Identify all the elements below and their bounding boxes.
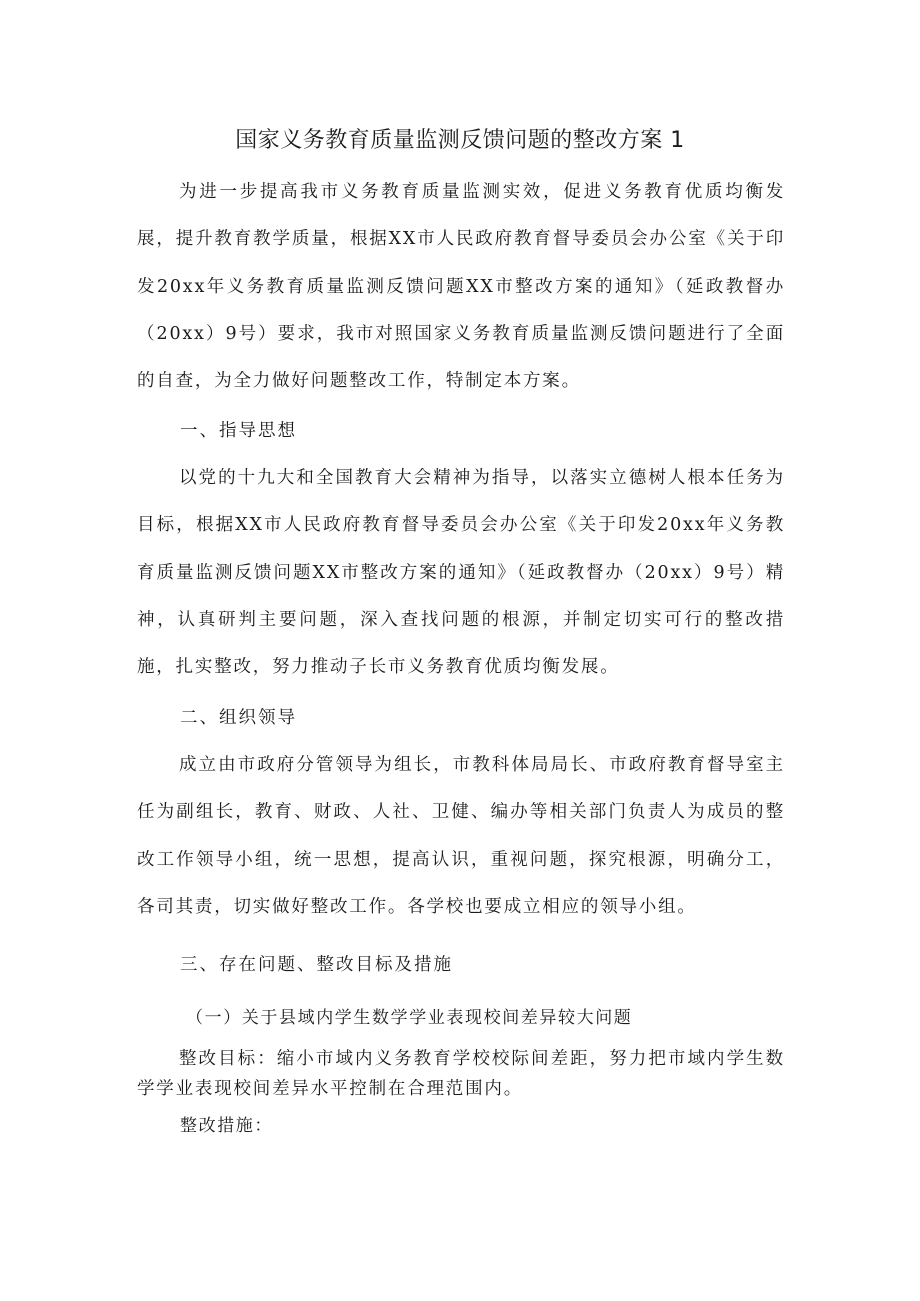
subsection-heading-math-gap: （一）关于县域内学生数学学业表现校间差异较大问题 [186,1008,633,1028]
section-heading-organization: 二、组织领导 [180,708,297,728]
section-heading-problems-measures: 三、存在问题、整改目标及措施 [180,955,453,975]
document-title: 国家义务教育质量监测反馈问题的整改方案 1 [235,128,685,153]
organization-paragraph: 成立由市政府分管领导为组长，市教科体局局长、市政府教育督导室主任为副组长，教育、财政、人社、卫健、编办等相关部门负责人为成员的整改工作领导小组，统一思想，提高认识，重视问题，探究根源，明确分工，各司其责，切实做好整改工作。各学校也要成立相应的领导小组。 [137,755,785,917]
rectification-measures-label: 整改措施： [180,1116,273,1136]
guiding-thought-paragraph: 以党的十九大和全国教育大会精神为指导，以落实立德树人根本任务为目标，根据XX市人民政府教育督导委员会办公室《关于印发20xx年义务教育质量监测反馈问题XX市整改方案的通知》（延政教督办（20xx）9号）精神，认真研判主要问题，深入查找问题的根源，并制定切实可行的整改措施，扎实整改，努力推动子长市义务教育优质均衡发展。 [137,468,785,678]
rectification-goal-paragraph: 整改目标：缩小市域内义务教育学校校际间差距，努力把市域内学生数学学业表现校间差异水平控制在合理范围内。 [137,1049,785,1099]
section-heading-guiding-thought: 一、指导思想 [180,421,297,441]
intro-paragraph: 为进一步提高我市义务教育质量监测实效，促进义务教育优质均衡发展，提升教育教学质量，根据XX市人民政府教育督导委员会办公室《关于印发20xx年义务教育质量监测反馈问题XX市整改方案的通知》（延政教督办（20xx）9号）要求，我市对照国家义务教育质量监测反馈问题进行了全面的自查，为全力做好问题整改工作，特制定本方案。 [137,182,785,392]
